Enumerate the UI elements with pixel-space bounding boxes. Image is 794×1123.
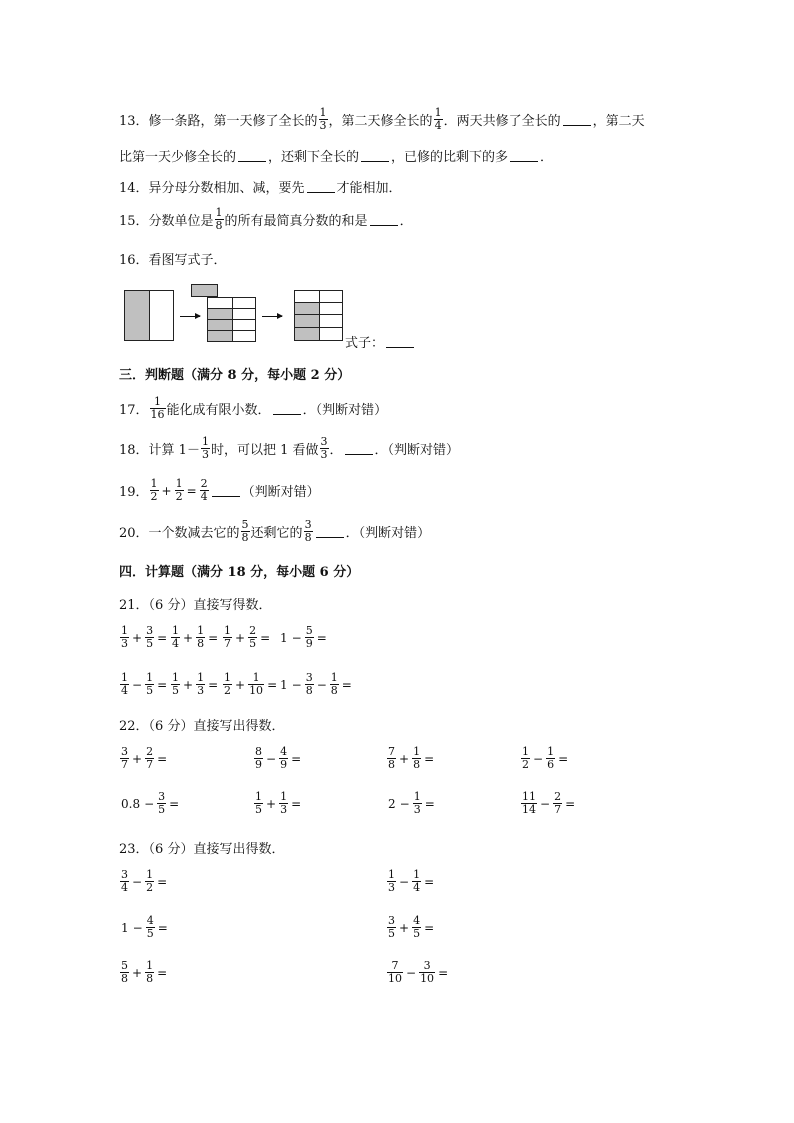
q16-moving-piece — [191, 284, 218, 297]
operator: = — [260, 630, 271, 645]
expression — [520, 791, 577, 816]
operator: = — [341, 677, 352, 692]
q16-box1-left — [124, 290, 150, 341]
question-20 — [119, 519, 430, 544]
operator: = — [208, 630, 219, 645]
arrow-icon — [262, 316, 282, 317]
q20-text-b: 还剩它的 — [250, 526, 303, 541]
operator: − — [316, 677, 327, 692]
fraction: $\frac{1}{5}$ — [146, 671, 154, 697]
q14-text-a: 14．异分母分数相加、减，要先 — [119, 181, 305, 196]
q13-text-f: ，还剩下全长的 — [268, 150, 360, 165]
fraction: $\frac{1}{3}$ — [413, 790, 421, 816]
fraction: $\frac{1}{3}$ — [388, 868, 395, 894]
operator: = — [157, 920, 168, 935]
fraction: $\frac{1}{2}$ — [522, 745, 529, 771]
operator: − — [540, 796, 551, 811]
number: 1 — [280, 630, 288, 645]
question-14 — [119, 177, 402, 196]
fraction: $\frac{1}{4}$ — [172, 624, 179, 650]
q13-text-d: ，第二天 — [592, 114, 645, 129]
q13-text-h: ． — [540, 150, 554, 165]
expression — [119, 625, 169, 650]
q13-blank-2[interactable] — [238, 149, 266, 162]
fraction: $\frac{1}{3}$ — [280, 790, 288, 816]
operator: + — [183, 630, 194, 645]
q21-title: 21．（6 分）直接写得数． — [119, 598, 272, 613]
operator: = — [424, 920, 435, 935]
q16-formula-label: 式子： — [345, 336, 385, 351]
operator: + — [235, 677, 246, 692]
fraction: $\frac{1}{2}$ — [146, 868, 154, 894]
operator: − — [291, 677, 302, 692]
expression — [119, 960, 169, 985]
fraction: $\frac{1}{7}$ — [224, 624, 231, 650]
fraction: $\frac{1}{10}$ — [249, 671, 264, 697]
number: 0.8 — [121, 796, 141, 811]
expression — [222, 672, 279, 697]
fraction: $\frac{1}{5}$ — [255, 790, 262, 816]
q15-text-a: 15．分数单位是 — [119, 214, 214, 229]
fraction: $\frac{1}{8}$ — [413, 745, 421, 771]
fraction: $\frac{1}{2}$ — [224, 671, 231, 697]
fraction: $\frac{1}{8}$ — [330, 671, 338, 697]
fraction: $\frac{8}{9}$ — [255, 745, 262, 771]
expression — [386, 746, 436, 771]
question-18 — [119, 436, 459, 461]
expression — [386, 791, 437, 816]
question-15 — [119, 207, 413, 232]
q23-title: 23．（6 分）直接写出得数． — [119, 842, 285, 857]
operator: − — [266, 751, 277, 766]
q16-grid3-cell — [294, 327, 320, 341]
q16-box1-right — [149, 290, 174, 341]
fraction: $\frac{1}{3}$ — [121, 624, 128, 650]
q17-text-a: 能化成有限小数． — [166, 403, 271, 418]
fraction: $\frac{5}{9}$ — [305, 624, 313, 650]
question-23-title — [119, 838, 284, 857]
q17-text-b: ．（判断对错） — [302, 403, 388, 418]
q19-blank[interactable] — [212, 484, 240, 497]
section-4-heading — [119, 561, 359, 580]
operator: + — [132, 630, 143, 645]
expression — [278, 625, 329, 650]
q16-formula — [345, 332, 416, 351]
fraction: $\frac{1}{8}$ — [197, 624, 205, 650]
operator: = — [438, 965, 449, 980]
expression — [520, 746, 570, 771]
operator: = — [157, 965, 168, 980]
expression — [278, 672, 354, 697]
fraction: $\frac{7}{10}$ — [388, 959, 402, 985]
fraction: $\frac{1}{5}$ — [172, 671, 179, 697]
section-3-heading — [119, 364, 350, 383]
q17-fraction: $\frac{1}{16}$ — [150, 395, 165, 421]
operator: = — [157, 751, 168, 766]
q15-fraction: $\frac{1}{8}$ — [215, 206, 223, 232]
question-19 — [119, 478, 320, 503]
q18-fraction-1: $\frac{1}{3}$ — [201, 435, 209, 461]
q18-text-c: ． — [329, 443, 343, 458]
q19-fraction-3: $\frac{2}{4}$ — [200, 477, 208, 503]
operator: = — [291, 751, 302, 766]
q19-equals: = — [186, 483, 197, 498]
fraction: $\frac{1}{4}$ — [121, 671, 128, 697]
fraction: $\frac{4}{9}$ — [280, 745, 288, 771]
q16-grid3-cell — [319, 327, 343, 341]
fraction: $\frac{1}{6}$ — [547, 745, 555, 771]
operator: = — [267, 677, 278, 692]
operator: = — [157, 677, 168, 692]
q13-blank-1[interactable] — [563, 113, 591, 126]
operator: = — [316, 630, 327, 645]
section-4-title: 四．计算题（满分 18 分，每小题 6 分） — [119, 565, 360, 580]
operator: + — [183, 677, 194, 692]
arrow-icon — [180, 316, 200, 317]
fraction: $\frac{2}{7}$ — [146, 745, 154, 771]
fraction: $\frac{4}{5}$ — [413, 914, 421, 940]
expression — [170, 672, 220, 697]
q20-fraction-2: $\frac{3}{8}$ — [304, 518, 312, 544]
operator: = — [424, 751, 435, 766]
q13-fraction-2: $\frac{1}{4}$ — [434, 106, 442, 132]
q15-blank[interactable] — [370, 213, 398, 226]
q19-plus: + — [161, 483, 172, 498]
q17-blank[interactable] — [273, 402, 301, 415]
operator: = — [157, 630, 168, 645]
fraction: $\frac{1}{8}$ — [146, 959, 154, 985]
q15-text-b: 的所有最简真分数的和是 — [224, 214, 368, 229]
expression — [119, 791, 181, 816]
fraction: $\frac{3}{10}$ — [420, 959, 435, 985]
q20-fraction-1: $\frac{5}{8}$ — [241, 518, 249, 544]
q20-text-c: ．（判断对错） — [345, 526, 431, 541]
q13-blank-4[interactable] — [510, 149, 538, 162]
fraction: $\frac{3}{4}$ — [121, 868, 128, 894]
expression — [386, 915, 436, 940]
operator: = — [291, 796, 302, 811]
expression — [119, 869, 169, 894]
q18-text-d: ．（判断对错） — [374, 443, 460, 458]
expression — [253, 791, 303, 816]
q13-text-g: ，已修的比剩下的多 — [391, 150, 509, 165]
operator: = — [208, 677, 219, 692]
operator: − — [533, 751, 544, 766]
fraction: $\frac{2}{5}$ — [249, 624, 257, 650]
operator: − — [399, 874, 410, 889]
fraction: $\frac{11}{14}$ — [522, 790, 536, 816]
fraction: $\frac{2}{7}$ — [554, 790, 562, 816]
number: 1 — [121, 920, 129, 935]
question-13-line-1 — [119, 107, 645, 132]
operator: − — [132, 677, 143, 692]
expression — [170, 625, 220, 650]
q18-fraction-2: $\frac{3}{3}$ — [320, 435, 328, 461]
q17-num: 17． — [119, 403, 149, 418]
q22-title: 22．（6 分）直接写出得数． — [119, 719, 285, 734]
operator: = — [424, 796, 435, 811]
q16-text: 16．看图写式子． — [119, 253, 227, 268]
q20-blank[interactable] — [316, 525, 344, 538]
operator: + — [235, 630, 246, 645]
expression — [386, 960, 450, 985]
fraction: $\frac{3}{8}$ — [305, 671, 313, 697]
number: 1 — [280, 677, 288, 692]
q19-fraction-2: $\frac{1}{2}$ — [175, 477, 183, 503]
operator: − — [132, 920, 143, 935]
q14-text-b: 才能相加． — [336, 181, 402, 196]
operator: = — [169, 796, 180, 811]
operator: − — [291, 630, 302, 645]
question-16 — [119, 249, 227, 268]
fraction: $\frac{5}{8}$ — [121, 959, 128, 985]
expression — [222, 625, 272, 650]
section-3-title: 三．判断题（满分 8 分，每小题 2 分） — [119, 368, 351, 383]
q20-text-a: 20．一个数减去它的 — [119, 526, 240, 541]
q14-blank[interactable] — [307, 180, 335, 193]
fraction: $\frac{3}{7}$ — [121, 745, 128, 771]
operator: = — [157, 874, 168, 889]
expression — [253, 746, 303, 771]
operator: = — [424, 874, 435, 889]
q16-blank[interactable] — [386, 335, 414, 348]
expression — [119, 746, 169, 771]
fraction: $\frac{1}{3}$ — [197, 671, 205, 697]
q16-grid2-cell — [207, 330, 233, 342]
operator: + — [266, 796, 277, 811]
fraction: $\frac{4}{5}$ — [146, 914, 154, 940]
q13-blank-3[interactable] — [361, 149, 389, 162]
fraction: $\frac{1}{4}$ — [413, 868, 421, 894]
q13-text-c: ．两天共修了全长的 — [443, 114, 561, 129]
q19-fraction-1: $\frac{1}{2}$ — [150, 477, 158, 503]
question-17 — [119, 396, 387, 421]
operator: = — [558, 751, 569, 766]
expression — [119, 672, 169, 697]
q16-grid3-cell — [294, 314, 320, 328]
q18-text-b: 时，可以把 1 看做 — [210, 443, 319, 458]
question-22-title — [119, 715, 284, 734]
operator: − — [406, 965, 417, 980]
operator: + — [132, 751, 143, 766]
fraction: $\frac{3}{5}$ — [388, 914, 395, 940]
fraction: $\frac{3}{5}$ — [158, 790, 166, 816]
q18-blank[interactable] — [345, 442, 373, 455]
number: 2 — [388, 796, 396, 811]
question-13-line-2 — [119, 146, 553, 165]
q13-text-e: 比第一天少修全长的 — [119, 150, 237, 165]
operator: − — [399, 796, 410, 811]
q16-grid3-cell — [319, 314, 343, 328]
expression — [386, 869, 436, 894]
question-21-title — [119, 594, 271, 613]
operator: − — [132, 874, 143, 889]
q13-fraction-1: $\frac{1}{3}$ — [319, 106, 327, 132]
q19-num: 19． — [119, 485, 149, 500]
operator: − — [144, 796, 155, 811]
q15-text-c: ． — [399, 214, 413, 229]
q19-text-b: （判断对错） — [241, 485, 320, 500]
q13-text-a: 13．修一条路，第一天修了全长的 — [119, 114, 318, 129]
expression — [119, 915, 170, 940]
operator: + — [399, 920, 410, 935]
operator: + — [399, 751, 410, 766]
operator: + — [132, 965, 143, 980]
fraction: $\frac{3}{5}$ — [146, 624, 154, 650]
q18-text-a: 18．计算 1－ — [119, 443, 200, 458]
q16-grid2-cell — [232, 330, 256, 342]
operator: = — [565, 796, 576, 811]
q13-text-b: ，第二天修全长的 — [328, 114, 433, 129]
fraction: $\frac{7}{8}$ — [388, 745, 395, 771]
